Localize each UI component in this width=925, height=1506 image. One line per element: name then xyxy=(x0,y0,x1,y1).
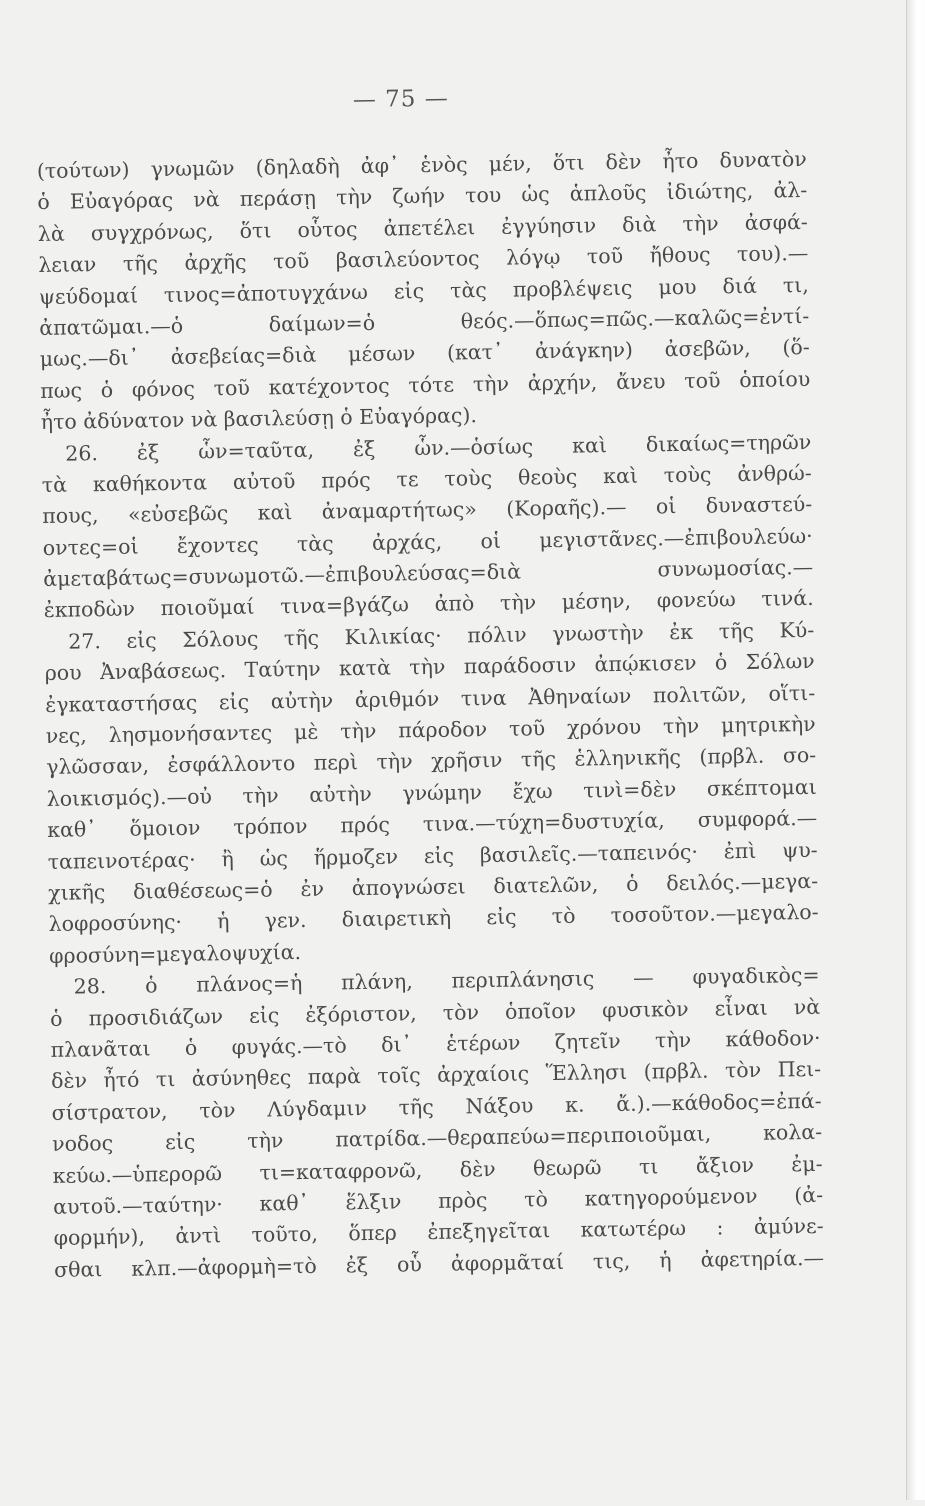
text-line: (τούτων) γνωμῶν (δηλαδὴ ἀφ᾽ ἑνὸς μέν, ὅτι δὲν ἦτο δυνατὸν xyxy=(36,146,807,184)
text-line: 26. ἐξ ὧν=ταῦτα, ἐξ ὧν.—ὁσίως καὶ δικαίως=τηρῶν xyxy=(65,429,812,466)
text-line: φορμήν), ἀντὶ τοῦτο, ὅπερ ἐπεξηγεῖται κατωτέρω : ἀμύνε- xyxy=(53,1214,824,1251)
text-line: ὁ Εὐαγόρας νὰ περάσῃ τὴν ζωήν του ὡς ἁπλοῦς ἰδιώτης, ἀλ- xyxy=(37,178,808,215)
text-line: μως.—δι᾽ ἀσεβείας=διὰ μέσων (κατ᾽ ἀνάγκην) ἀσεβῶν, (ὅ- xyxy=(39,335,810,372)
commentary-text xyxy=(37,144,825,1286)
text-line: ὁ προσιδιάζων εἰς ἐξόριστον, τὸν ὁποῖον φυσικὸν εἶναι νὰ xyxy=(49,994,821,1031)
text-line: αυτοῦ.—ταύτην· καθ᾽ ἕλξιν πρὸς τὸ κατηγορούμενον (ἀ- xyxy=(52,1182,824,1219)
text-line: ψεύδομαί τινος=ἀποτυγχάνω εἰς τὰς προβλέψεις μου διά τι, xyxy=(38,272,809,309)
text-line: λοικισμός).—οὐ τὴν αὐτὴν γνώμην ἔχω τινὶ=δὲν σκέπτομαι xyxy=(46,774,817,811)
text-line: λειαν τῆς ἀρχῆς τοῦ βασιλεύοντος λόγῳ τοῦ ἤθους του).— xyxy=(38,241,809,278)
text-line: νοδος εἰς τὴν πατρίδα.—θεραπεύω=περιποιοῦμαι, κολα- xyxy=(51,1119,823,1157)
text-line: 28. ὁ πλάνος=ἡ πλάνη, περιπλάνησις — φυγαδικὸς= xyxy=(73,963,820,999)
text-line: οντες=οἱ ἔχοντες τὰς ἀρχάς, οἱ μεγιστᾶνες.—ἐπιβουλεύω· xyxy=(42,523,813,560)
text-line: ἀμεταβάτως=συνωμοτῶ.—ἐπιβουλεύσας=διὰ συνωμοσίας.— xyxy=(43,554,814,592)
text-line: κεύω.—ὑπερορῶ τι=καταφρονῶ, δὲν θεωρῶ τι ἄξιον ἐμ- xyxy=(52,1151,823,1188)
text-line: γλῶσσαν, ἐσφάλλοντο περὶ τὴν χρῆσιν τῆς ἑλληνικῆς (πρβλ. σο- xyxy=(46,743,817,780)
text-line: πλανᾶται ὁ φυγάς.—τὸ δι᾽ ἑτέρων ζητεῖν τὴν κάθοδον· xyxy=(50,1025,821,1062)
text-line: σθαι κλπ.—ἀφορμὴ=τὸ ἐξ οὗ ἀφορμᾶταί τις, ἡ ἀφετηρία.— xyxy=(53,1245,825,1282)
text-line: σίστρατον, τὸν Λύγδαμιν τῆς Νάξου κ. ἄ.).—κάθοδος=ἐπά- xyxy=(51,1088,822,1125)
text-line: χικῆς διαθέσεως=ὁ ἐν ἀπογνώσει διατελῶν, ὁ δειλός.—μεγα- xyxy=(48,868,819,905)
text-line: 27. εἰς Σόλους τῆς Κιλικίας· πόλιν γνωστὴν ἐκ τῆς Κύ- xyxy=(68,617,815,654)
text-line: τὰ καθήκοντα αὐτοῦ πρός τε τοὺς θεοὺς καὶ τοὺς ἀνθρώ- xyxy=(41,460,812,497)
text-line: δὲν ἦτό τι ἀσύνηθες παρὰ τοῖς ἀρχαίοις Ἕλλησι (πρβλ. τὸν Πει- xyxy=(50,1057,822,1094)
text-line: πους, «εὐσεβῶς καὶ ἀναμαρτήτως» (Κοραῆς).— οἱ δυναστεύ- xyxy=(42,492,813,529)
book-page xyxy=(14,0,825,1506)
text-line: ταπεινοτέρας· ἢ ὡς ἥρμοζεν εἰς βασιλεῖς.—ταπεινός· ἐπὶ ψυ- xyxy=(47,837,818,874)
text-line: λὰ συγχρόνως, ὅτι οὗτος ἀπετέλει ἐγγύησιν διὰ τὴν ἀσφά- xyxy=(37,209,808,246)
text-line: φροσύνη=μεγαλοψυχία. xyxy=(48,939,302,968)
text-line: νες, λησμονήσαντες μὲ τὴν πάροδον τοῦ χρόνου τὴν μητρικὴν xyxy=(45,711,816,749)
text-line: ρου Ἀναβάσεως. Ταύτην κατὰ τὴν παράδοσιν ἀπῴκισεν ὁ Σόλων xyxy=(44,649,815,686)
text-line: ἦτο ἀδύνατον νὰ βασιλεύσῃ ὁ Εὐαγόρας). xyxy=(40,403,478,435)
page-edge xyxy=(906,0,925,1500)
text-line: καθ᾽ ὅμοιον τρόπον πρός τινα.—τύχη=δυστυχία, συμφορά.— xyxy=(47,806,818,843)
text-line: ἀπατῶμαι.—ὁ δαίμων=ὁ θεός.—ὅπως=πῶς.—καλῶς=ἐντί- xyxy=(39,303,810,340)
text-line: πως ὁ φόνος τοῦ κατέχοντος τότε τὴν ἀρχήν, ἄνευ τοῦ ὁποίου xyxy=(40,366,811,403)
text-line: ἐκποδὼν ποιοῦμαί τινα=βγάζω ἀπὸ τὴν μέσην, φονεύω τινά. xyxy=(43,586,814,623)
text-line: λοφροσύνης· ἡ γεν. διαιρετικὴ εἰς τὸ τοσοῦτον.—μεγαλο- xyxy=(48,900,819,937)
page-number: — 75 — xyxy=(352,85,449,114)
text-line: ἐγκαταστήσας εἰς αὐτὴν ἀριθμόν τινα Ἀθηναίων πολιτῶν, οἵτι- xyxy=(45,680,816,717)
